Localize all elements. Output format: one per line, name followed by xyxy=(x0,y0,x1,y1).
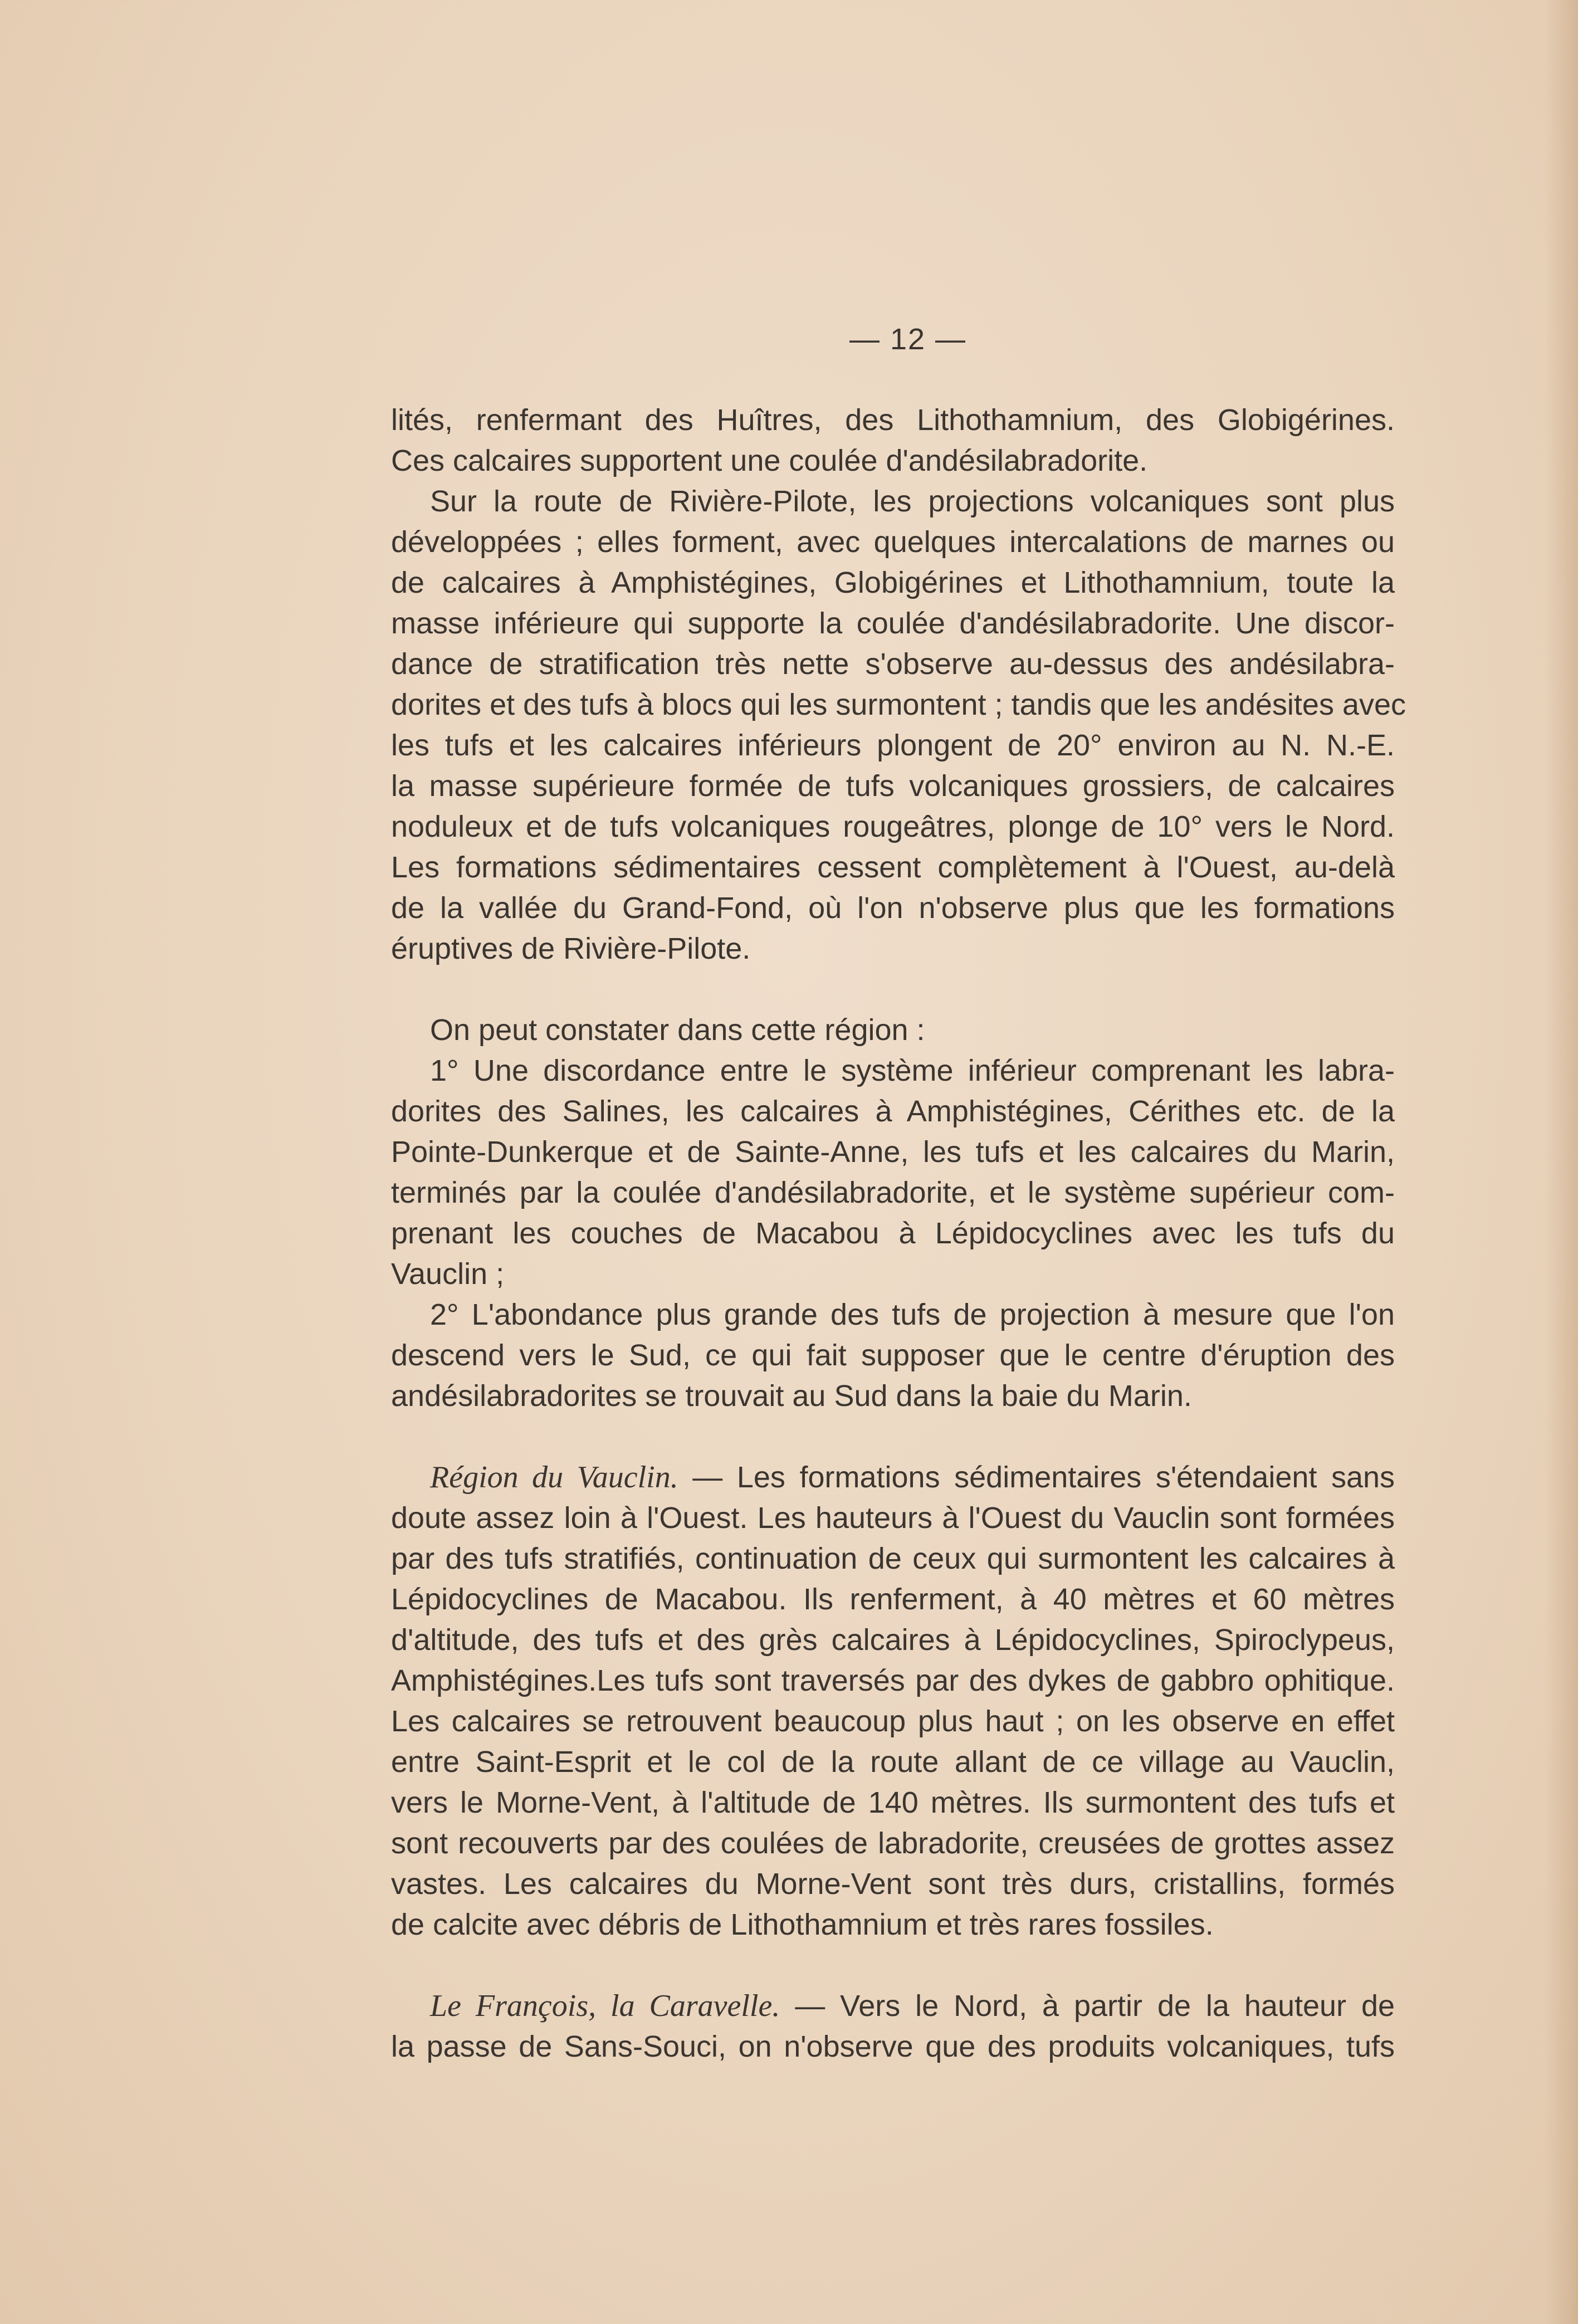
text-line: Les formations sédimentaires cessent complètement à l'Ouest, au-delà xyxy=(391,851,1395,884)
heading-rest: — Vers le Nord, à partir de la hauteur de xyxy=(780,1989,1395,2023)
text-line: Pointe-Dunkerque et de Sainte-Anne, les tufs et les calcaires du Marin, xyxy=(391,1135,1395,1169)
text-line: développées ; elles forment, avec quelques intercalations de marnes ou xyxy=(391,525,1395,559)
paragraph-francois xyxy=(391,1986,1395,2067)
text-line: de calcite avec débris de Lithothamnium et très rares fossiles. xyxy=(391,1908,1214,1941)
text-line: la masse supérieure formée de tufs volcaniques grossiers, de calcaires xyxy=(391,769,1395,803)
text-line: les tufs et les calcaires inférieurs plongent de 20° environ au N. N.-E. xyxy=(391,729,1395,762)
text-line: Ces calcaires supportent une coulée d'andésilabradorite. xyxy=(391,444,1148,477)
text-line: descend vers le Sud, ce qui fait supposer que le centre d'éruption des xyxy=(391,1339,1395,1372)
page-number: — 12 — xyxy=(849,323,967,356)
paragraph-point-2 xyxy=(391,1295,1395,1417)
text-line: Lépidocyclines de Macabou. Ils renferment, à 40 mètres et 60 mètres xyxy=(391,1583,1395,1616)
text-line: 2° L'abondance plus grande des tufs de projection à mesure que l'on xyxy=(430,1298,1395,1331)
text-line: Sur la route de Rivière-Pilote, les projections volcaniques sont plus xyxy=(430,485,1395,518)
text-line: masse inférieure qui supporte la coulée d'andésilabradorite. Une discor- xyxy=(391,607,1395,640)
text-line: la passe de Sans-Souci, on n'observe que des produits volcaniques, tufs xyxy=(391,2030,1395,2063)
paragraph-continuation xyxy=(391,400,1395,481)
text-line: de calcaires à Amphistégines, Globigérines et Lithothamnium, toute la xyxy=(391,566,1395,599)
text-line: andésilabradorites se trouvait au Sud dans la baie du Marin. xyxy=(391,1379,1192,1413)
text-line: 1° Une discordance entre le système inférieur comprenant les labra- xyxy=(430,1054,1395,1087)
text-line: noduleux et de tufs volcaniques rougeâtres, plonge de 10° vers le Nord. xyxy=(391,810,1395,843)
text-line: Vauclin ; xyxy=(391,1257,505,1291)
paragraph-constater xyxy=(391,1010,1395,1051)
text-line: Amphistégines.Les tufs sont traversés par des dykes de gabbro ophitique. xyxy=(391,1664,1395,1697)
text-line: vers le Morne-Vent, à l'altitude de 140 mètres. Ils surmontent des tufs et xyxy=(391,1786,1395,1819)
text-line xyxy=(391,1457,1395,1498)
text-line: dorites et des tufs à blocs qui les surmontent ; tandis que les andésites avec xyxy=(391,688,1406,721)
text-line: entre Saint-Esprit et le col de la route allant de ce village au Vauclin, xyxy=(391,1745,1395,1779)
text-line: d'altitude, des tufs et des grès calcaires à Lépidocyclines, Spiroclypeus, xyxy=(391,1623,1395,1657)
paragraph-point-1 xyxy=(391,1051,1395,1295)
section-heading-vauclin: Région du Vauclin. xyxy=(430,1460,678,1495)
text-line: On peut constater dans cette région : xyxy=(430,1013,925,1047)
heading-rest: — Les formations sédimentaires s'étendaient sans xyxy=(678,1461,1395,1494)
text-line: dance de stratification très nette s'observe au-dessus des andésilabra- xyxy=(391,647,1395,681)
section-heading-francois: Le François, la Caravelle. xyxy=(430,1989,780,2023)
text-line xyxy=(391,1986,1395,2027)
paragraph-vauclin xyxy=(391,1457,1395,1945)
text-line: par des tufs stratifiés, continuation de ceux qui surmontent les calcaires à xyxy=(391,1542,1395,1575)
text-line: prenant les couches de Macabou à Lépidocyclines avec les tufs du xyxy=(391,1217,1395,1250)
text-line: sont recouverts par des coulées de labradorite, creusées de grottes assez xyxy=(391,1827,1395,1860)
body-text xyxy=(391,400,1406,2067)
text-line: lités, renfermant des Huîtres, des Lithothamnium, des Globigérines. xyxy=(391,403,1395,437)
text-line: Les calcaires se retrouvent beaucoup plus haut ; on les observe en effet xyxy=(391,1705,1395,1738)
paragraph-riviere-pilote xyxy=(391,481,1406,969)
text-line: vastes. Les calcaires du Morne-Vent sont très durs, cristallins, formés xyxy=(391,1867,1395,1901)
text-line: de la vallée du Grand-Fond, où l'on n'observe plus que les formations xyxy=(391,891,1395,925)
text-line: éruptives de Rivière-Pilote. xyxy=(391,932,751,965)
text-line: dorites des Salines, les calcaires à Amphistégines, Cérithes etc. de la xyxy=(391,1095,1395,1128)
text-line: doute assez loin à l'Ouest. Les hauteurs à l'Ouest du Vauclin sont formées xyxy=(391,1501,1395,1535)
text-line: terminés par la coulée d'andésilabradorite, et le système supérieur com- xyxy=(391,1176,1395,1209)
